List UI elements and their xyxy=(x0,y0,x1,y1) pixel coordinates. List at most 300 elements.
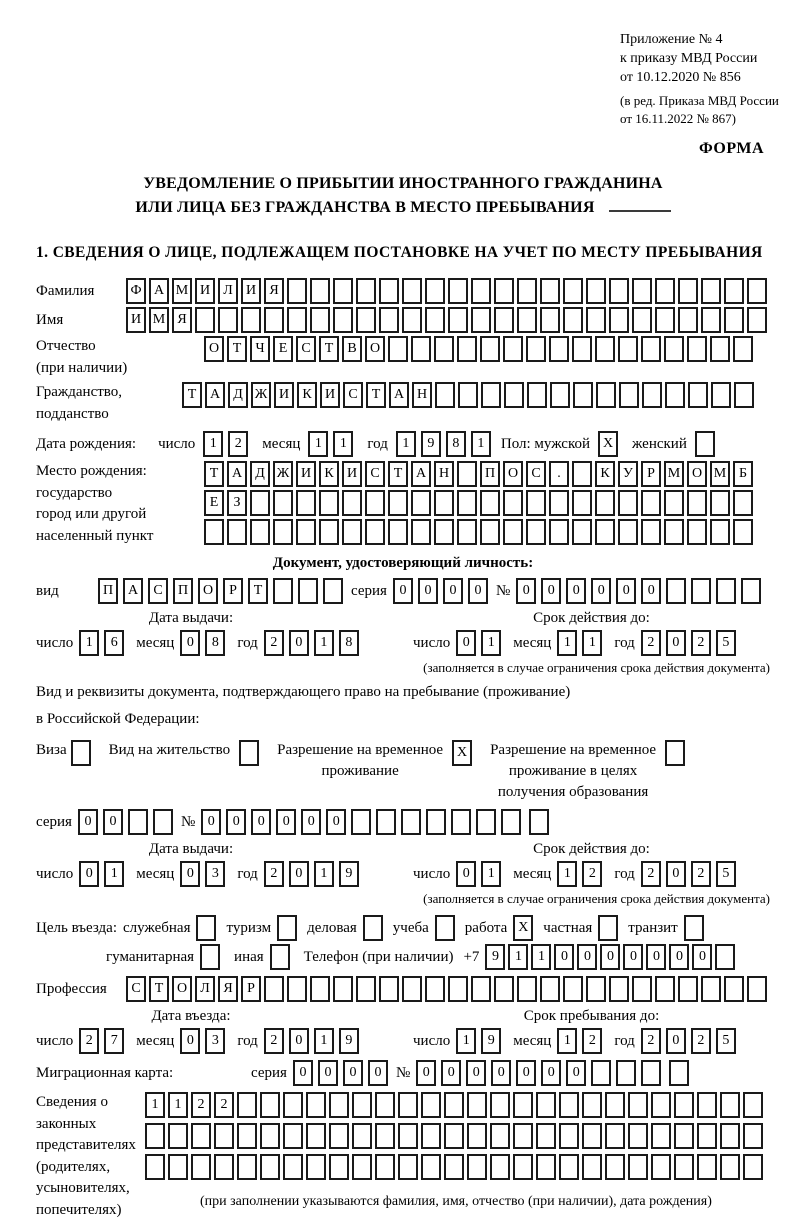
char-box[interactable] xyxy=(517,307,537,333)
char-box[interactable]: С xyxy=(296,336,316,362)
char-box[interactable]: 0 xyxy=(646,944,666,970)
char-box[interactable] xyxy=(687,336,707,362)
char-box[interactable] xyxy=(227,519,247,545)
char-box[interactable] xyxy=(733,490,753,516)
char-box[interactable] xyxy=(678,278,698,304)
char-box[interactable]: И xyxy=(342,461,362,487)
char-box[interactable] xyxy=(480,336,500,362)
char-box[interactable]: О xyxy=(365,336,385,362)
char-box[interactable] xyxy=(618,490,638,516)
char-box[interactable]: 0 xyxy=(554,944,574,970)
char-box[interactable] xyxy=(490,1092,510,1118)
char-box[interactable]: 0 xyxy=(289,630,309,656)
char-box[interactable] xyxy=(287,307,307,333)
char-box[interactable] xyxy=(517,278,537,304)
char-box[interactable] xyxy=(264,307,284,333)
char-box[interactable]: 2 xyxy=(264,861,284,887)
char-box[interactable]: О xyxy=(172,976,192,1002)
char-box[interactable]: 0 xyxy=(666,861,686,887)
char-box[interactable]: А xyxy=(123,578,143,604)
char-box[interactable] xyxy=(264,976,284,1002)
char-box[interactable]: 1 xyxy=(582,630,602,656)
char-box[interactable]: 1 xyxy=(145,1092,165,1118)
char-box[interactable] xyxy=(501,809,521,835)
char-box[interactable]: 2 xyxy=(214,1092,234,1118)
char-box[interactable] xyxy=(609,278,629,304)
char-box[interactable] xyxy=(503,336,523,362)
char-box[interactable] xyxy=(490,1154,510,1180)
char-box[interactable] xyxy=(375,1092,395,1118)
char-box[interactable] xyxy=(618,336,638,362)
char-box[interactable] xyxy=(536,1154,556,1180)
char-box[interactable]: 1 xyxy=(168,1092,188,1118)
char-box[interactable]: 0 xyxy=(456,861,476,887)
char-box[interactable]: Л xyxy=(218,278,238,304)
visa-checkbox[interactable] xyxy=(71,740,91,766)
char-box[interactable] xyxy=(674,1092,694,1118)
char-box[interactable]: С xyxy=(526,461,546,487)
char-box[interactable]: 0 xyxy=(577,944,597,970)
char-box[interactable]: И xyxy=(296,461,316,487)
char-box[interactable]: Д xyxy=(250,461,270,487)
char-box[interactable] xyxy=(526,519,546,545)
char-box[interactable]: 2 xyxy=(641,630,661,656)
char-box[interactable]: 9 xyxy=(421,431,441,457)
char-box[interactable]: 0 xyxy=(641,578,661,604)
char-box[interactable]: Ж xyxy=(251,382,271,408)
char-box[interactable] xyxy=(665,382,685,408)
char-box[interactable]: 1 xyxy=(104,861,124,887)
char-box[interactable]: О xyxy=(198,578,218,604)
char-box[interactable]: 1 xyxy=(314,1028,334,1054)
char-box[interactable] xyxy=(549,519,569,545)
char-box[interactable]: Н xyxy=(434,461,454,487)
char-box[interactable] xyxy=(664,490,684,516)
char-box[interactable]: 1 xyxy=(456,1028,476,1054)
char-box[interactable] xyxy=(218,307,238,333)
char-box[interactable] xyxy=(701,307,721,333)
char-box[interactable] xyxy=(425,307,445,333)
char-box[interactable]: 2 xyxy=(691,1028,711,1054)
char-box[interactable] xyxy=(494,278,514,304)
char-box[interactable] xyxy=(595,490,615,516)
char-box[interactable] xyxy=(605,1092,625,1118)
char-box[interactable] xyxy=(356,278,376,304)
char-box[interactable]: 0 xyxy=(289,861,309,887)
char-box[interactable] xyxy=(559,1123,579,1149)
char-box[interactable]: Я xyxy=(218,976,238,1002)
char-box[interactable] xyxy=(697,1092,717,1118)
char-box[interactable]: 0 xyxy=(293,1060,313,1086)
char-box[interactable]: 2 xyxy=(191,1092,211,1118)
char-box[interactable]: 0 xyxy=(466,1060,486,1086)
char-box[interactable]: П xyxy=(480,461,500,487)
char-box[interactable] xyxy=(145,1154,165,1180)
char-box[interactable] xyxy=(342,519,362,545)
char-box[interactable]: А xyxy=(227,461,247,487)
char-box[interactable] xyxy=(398,1123,418,1149)
char-box[interactable] xyxy=(237,1092,257,1118)
char-box[interactable]: 9 xyxy=(485,944,505,970)
char-box[interactable] xyxy=(632,307,652,333)
char-box[interactable]: 1 xyxy=(308,431,328,457)
char-box[interactable] xyxy=(655,278,675,304)
char-box[interactable] xyxy=(582,1092,602,1118)
char-box[interactable] xyxy=(664,336,684,362)
char-box[interactable] xyxy=(342,490,362,516)
char-box[interactable]: 0 xyxy=(416,1060,436,1086)
char-box[interactable] xyxy=(503,490,523,516)
char-box[interactable] xyxy=(655,976,675,1002)
char-box[interactable] xyxy=(596,382,616,408)
char-box[interactable] xyxy=(494,307,514,333)
char-box[interactable] xyxy=(674,1154,694,1180)
char-box[interactable]: 9 xyxy=(339,861,359,887)
char-box[interactable] xyxy=(494,976,514,1002)
char-box[interactable]: 1 xyxy=(481,630,501,656)
char-box[interactable]: О xyxy=(204,336,224,362)
char-box[interactable]: 8 xyxy=(446,431,466,457)
char-box[interactable] xyxy=(651,1092,671,1118)
char-box[interactable]: С xyxy=(148,578,168,604)
char-box[interactable] xyxy=(444,1154,464,1180)
char-box[interactable] xyxy=(214,1123,234,1149)
char-box[interactable] xyxy=(376,809,396,835)
char-box[interactable] xyxy=(421,1123,441,1149)
char-box[interactable]: 1 xyxy=(396,431,416,457)
char-box[interactable] xyxy=(743,1092,763,1118)
char-box[interactable]: 0 xyxy=(666,1028,686,1054)
humanitarian-checkbox[interactable] xyxy=(200,944,220,970)
char-box[interactable] xyxy=(595,519,615,545)
char-box[interactable]: 2 xyxy=(641,861,661,887)
char-box[interactable] xyxy=(669,1060,689,1086)
char-box[interactable] xyxy=(273,519,293,545)
char-box[interactable]: 5 xyxy=(716,1028,736,1054)
char-box[interactable] xyxy=(168,1123,188,1149)
char-box[interactable]: А xyxy=(389,382,409,408)
char-box[interactable]: 3 xyxy=(205,861,225,887)
char-box[interactable]: 0 xyxy=(79,861,99,887)
char-box[interactable] xyxy=(425,278,445,304)
char-box[interactable] xyxy=(724,976,744,1002)
char-box[interactable]: 1 xyxy=(79,630,99,656)
char-box[interactable]: 1 xyxy=(314,861,334,887)
char-box[interactable]: Я xyxy=(172,307,192,333)
char-box[interactable] xyxy=(481,382,501,408)
char-box[interactable]: 2 xyxy=(582,861,602,887)
char-box[interactable]: 8 xyxy=(205,630,225,656)
char-box[interactable]: 0 xyxy=(516,578,536,604)
char-box[interactable] xyxy=(710,336,730,362)
char-box[interactable]: М xyxy=(172,278,192,304)
char-box[interactable] xyxy=(743,1154,763,1180)
char-box[interactable] xyxy=(379,307,399,333)
char-box[interactable] xyxy=(375,1154,395,1180)
char-box[interactable]: И xyxy=(126,307,146,333)
char-box[interactable]: 1 xyxy=(203,431,223,457)
char-box[interactable] xyxy=(467,1092,487,1118)
char-box[interactable]: 1 xyxy=(508,944,528,970)
char-box[interactable] xyxy=(388,490,408,516)
char-box[interactable] xyxy=(687,490,707,516)
char-box[interactable] xyxy=(351,809,371,835)
char-box[interactable]: А xyxy=(205,382,225,408)
char-box[interactable]: Ф xyxy=(126,278,146,304)
char-box[interactable] xyxy=(434,490,454,516)
char-box[interactable]: С xyxy=(343,382,363,408)
char-box[interactable] xyxy=(319,490,339,516)
char-box[interactable]: 0 xyxy=(393,578,413,604)
char-box[interactable] xyxy=(237,1123,257,1149)
char-box[interactable]: Т xyxy=(149,976,169,1002)
char-box[interactable] xyxy=(411,490,431,516)
char-box[interactable]: И xyxy=(320,382,340,408)
char-box[interactable] xyxy=(398,1092,418,1118)
char-box[interactable] xyxy=(241,307,261,333)
char-box[interactable]: 9 xyxy=(481,1028,501,1054)
char-box[interactable] xyxy=(448,278,468,304)
char-box[interactable]: 2 xyxy=(264,1028,284,1054)
temp-residence-checkbox[interactable]: X xyxy=(452,740,472,766)
char-box[interactable] xyxy=(471,976,491,1002)
char-box[interactable]: 2 xyxy=(691,630,711,656)
char-box[interactable]: Р xyxy=(223,578,243,604)
char-box[interactable]: 0 xyxy=(289,1028,309,1054)
char-box[interactable]: 0 xyxy=(666,630,686,656)
char-box[interactable] xyxy=(741,578,761,604)
char-box[interactable]: У xyxy=(618,461,638,487)
char-box[interactable] xyxy=(747,278,767,304)
char-box[interactable]: Н xyxy=(412,382,432,408)
char-box[interactable] xyxy=(628,1123,648,1149)
char-box[interactable] xyxy=(641,490,661,516)
char-box[interactable] xyxy=(563,278,583,304)
char-box[interactable] xyxy=(513,1154,533,1180)
char-box[interactable] xyxy=(595,336,615,362)
char-box[interactable]: 0 xyxy=(623,944,643,970)
female-checkbox[interactable] xyxy=(695,431,715,457)
char-box[interactable] xyxy=(457,461,477,487)
char-box[interactable]: 2 xyxy=(582,1028,602,1054)
char-box[interactable]: Е xyxy=(204,490,224,516)
char-box[interactable] xyxy=(716,578,736,604)
char-box[interactable] xyxy=(536,1123,556,1149)
char-box[interactable] xyxy=(572,461,592,487)
char-box[interactable] xyxy=(549,490,569,516)
char-box[interactable] xyxy=(559,1092,579,1118)
char-box[interactable] xyxy=(572,336,592,362)
char-box[interactable] xyxy=(467,1154,487,1180)
char-box[interactable]: Т xyxy=(227,336,247,362)
char-box[interactable]: С xyxy=(126,976,146,1002)
char-box[interactable] xyxy=(434,336,454,362)
char-box[interactable] xyxy=(628,1154,648,1180)
char-box[interactable] xyxy=(701,278,721,304)
char-box[interactable] xyxy=(250,490,270,516)
char-box[interactable] xyxy=(352,1154,372,1180)
char-box[interactable]: А xyxy=(411,461,431,487)
char-box[interactable]: Я xyxy=(264,278,284,304)
char-box[interactable]: 0 xyxy=(78,809,98,835)
char-box[interactable] xyxy=(720,1154,740,1180)
char-box[interactable] xyxy=(411,519,431,545)
char-box[interactable] xyxy=(352,1092,372,1118)
char-box[interactable] xyxy=(448,307,468,333)
char-box[interactable] xyxy=(572,519,592,545)
char-box[interactable] xyxy=(711,382,731,408)
char-box[interactable] xyxy=(540,278,560,304)
char-box[interactable] xyxy=(457,336,477,362)
char-box[interactable]: 0 xyxy=(318,1060,338,1086)
char-box[interactable] xyxy=(747,976,767,1002)
char-box[interactable] xyxy=(426,809,446,835)
char-box[interactable] xyxy=(448,976,468,1002)
char-box[interactable] xyxy=(586,278,606,304)
char-box[interactable]: К xyxy=(297,382,317,408)
char-box[interactable]: 1 xyxy=(557,1028,577,1054)
male-checkbox[interactable]: X xyxy=(598,431,618,457)
char-box[interactable]: 0 xyxy=(180,1028,200,1054)
char-box[interactable]: Т xyxy=(319,336,339,362)
char-box[interactable] xyxy=(421,1092,441,1118)
char-box[interactable] xyxy=(388,519,408,545)
char-box[interactable] xyxy=(733,336,753,362)
char-box[interactable] xyxy=(591,1060,611,1086)
char-box[interactable] xyxy=(480,519,500,545)
char-box[interactable]: 6 xyxy=(104,630,124,656)
char-box[interactable] xyxy=(287,278,307,304)
private-checkbox[interactable] xyxy=(598,915,618,941)
char-box[interactable] xyxy=(747,307,767,333)
char-box[interactable] xyxy=(526,336,546,362)
char-box[interactable] xyxy=(379,278,399,304)
char-box[interactable] xyxy=(329,1092,349,1118)
char-box[interactable]: 0 xyxy=(616,578,636,604)
char-box[interactable] xyxy=(467,1123,487,1149)
char-box[interactable] xyxy=(490,1123,510,1149)
char-box[interactable] xyxy=(536,1092,556,1118)
char-box[interactable] xyxy=(582,1123,602,1149)
char-box[interactable] xyxy=(586,976,606,1002)
char-box[interactable] xyxy=(356,307,376,333)
char-box[interactable]: Ж xyxy=(273,461,293,487)
business-checkbox[interactable] xyxy=(363,915,383,941)
temp-residence-education-checkbox[interactable] xyxy=(665,740,685,766)
char-box[interactable]: 0 xyxy=(180,861,200,887)
char-box[interactable] xyxy=(504,382,524,408)
char-box[interactable] xyxy=(323,578,343,604)
char-box[interactable] xyxy=(145,1123,165,1149)
char-box[interactable]: И xyxy=(274,382,294,408)
char-box[interactable]: 0 xyxy=(541,578,561,604)
char-box[interactable]: 0 xyxy=(468,578,488,604)
char-box[interactable] xyxy=(550,382,570,408)
char-box[interactable]: 0 xyxy=(441,1060,461,1086)
char-box[interactable] xyxy=(619,382,639,408)
char-box[interactable] xyxy=(260,1123,280,1149)
char-box[interactable]: 2 xyxy=(641,1028,661,1054)
char-box[interactable] xyxy=(153,809,173,835)
char-box[interactable]: 0 xyxy=(600,944,620,970)
char-box[interactable] xyxy=(632,976,652,1002)
transit-checkbox[interactable] xyxy=(684,915,704,941)
char-box[interactable] xyxy=(306,1123,326,1149)
char-box[interactable] xyxy=(720,1092,740,1118)
char-box[interactable] xyxy=(402,278,422,304)
char-box[interactable] xyxy=(329,1123,349,1149)
char-box[interactable]: 0 xyxy=(566,578,586,604)
char-box[interactable]: 0 xyxy=(201,809,221,835)
char-box[interactable] xyxy=(306,1092,326,1118)
char-box[interactable] xyxy=(651,1123,671,1149)
char-box[interactable]: Л xyxy=(195,976,215,1002)
char-box[interactable]: 0 xyxy=(368,1060,388,1086)
char-box[interactable]: 5 xyxy=(716,630,736,656)
char-box[interactable] xyxy=(618,519,638,545)
char-box[interactable] xyxy=(398,1154,418,1180)
char-box[interactable] xyxy=(733,519,753,545)
char-box[interactable]: 0 xyxy=(566,1060,586,1086)
char-box[interactable] xyxy=(609,976,629,1002)
char-box[interactable] xyxy=(458,382,478,408)
char-box[interactable]: 2 xyxy=(264,630,284,656)
char-box[interactable]: 0 xyxy=(591,578,611,604)
char-box[interactable] xyxy=(697,1123,717,1149)
char-box[interactable] xyxy=(457,490,477,516)
char-box[interactable] xyxy=(425,976,445,1002)
char-box[interactable] xyxy=(691,578,711,604)
char-box[interactable] xyxy=(710,519,730,545)
char-box[interactable] xyxy=(273,578,293,604)
char-box[interactable] xyxy=(710,490,730,516)
char-box[interactable]: 0 xyxy=(276,809,296,835)
char-box[interactable]: 0 xyxy=(491,1060,511,1086)
official-checkbox[interactable] xyxy=(196,915,216,941)
char-box[interactable]: 2 xyxy=(79,1028,99,1054)
char-box[interactable]: 7 xyxy=(104,1028,124,1054)
char-box[interactable]: Ч xyxy=(250,336,270,362)
char-box[interactable]: 1 xyxy=(471,431,491,457)
char-box[interactable] xyxy=(250,519,270,545)
char-box[interactable] xyxy=(168,1154,188,1180)
char-box[interactable]: П xyxy=(98,578,118,604)
char-box[interactable] xyxy=(333,278,353,304)
char-box[interactable] xyxy=(572,490,592,516)
char-box[interactable] xyxy=(529,809,549,835)
char-box[interactable] xyxy=(586,307,606,333)
char-box[interactable] xyxy=(421,1154,441,1180)
char-box[interactable]: П xyxy=(173,578,193,604)
char-box[interactable]: Т xyxy=(204,461,224,487)
char-box[interactable]: Р xyxy=(641,461,661,487)
char-box[interactable] xyxy=(296,490,316,516)
char-box[interactable] xyxy=(319,519,339,545)
char-box[interactable] xyxy=(329,1154,349,1180)
residence-permit-checkbox[interactable] xyxy=(239,740,259,766)
char-box[interactable]: И xyxy=(195,278,215,304)
char-box[interactable] xyxy=(333,976,353,1002)
char-box[interactable] xyxy=(674,1123,694,1149)
char-box[interactable]: 1 xyxy=(481,861,501,887)
char-box[interactable] xyxy=(471,307,491,333)
char-box[interactable] xyxy=(333,307,353,333)
char-box[interactable]: 0 xyxy=(669,944,689,970)
char-box[interactable] xyxy=(559,1154,579,1180)
char-box[interactable]: 0 xyxy=(251,809,271,835)
char-box[interactable] xyxy=(310,976,330,1002)
char-box[interactable] xyxy=(641,519,661,545)
